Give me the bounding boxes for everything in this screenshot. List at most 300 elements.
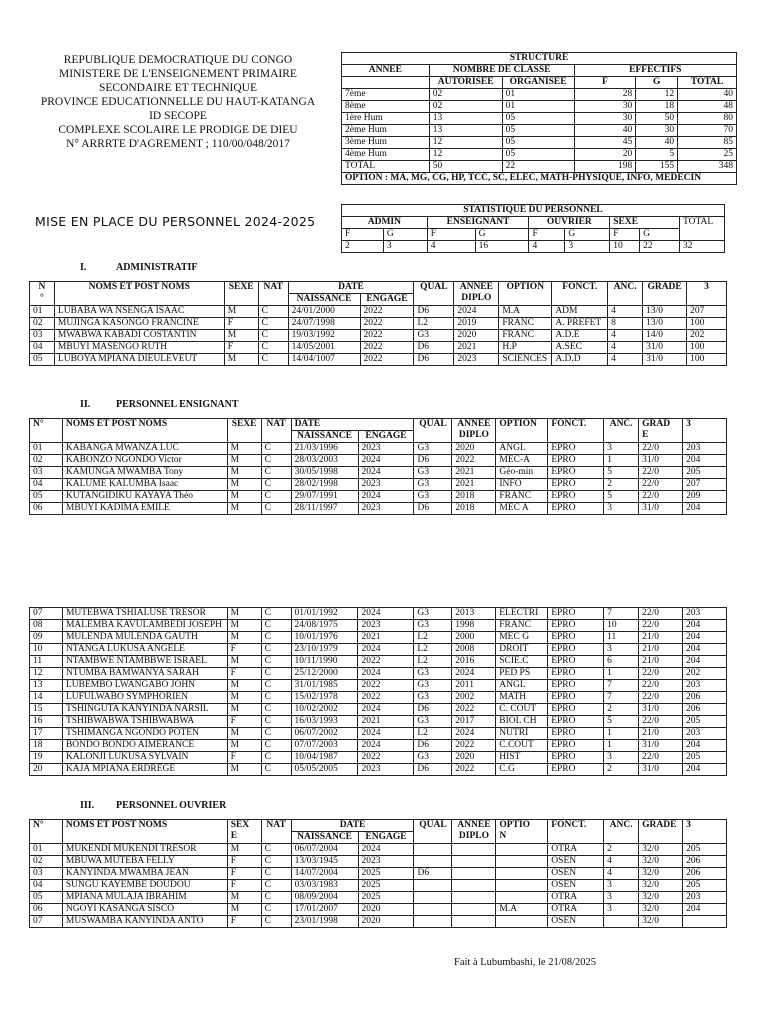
table-cell: M (227, 620, 261, 632)
table-cell: 08/09/2004 (291, 892, 358, 904)
table-cell: PED PS (496, 668, 548, 680)
table-cell: C (258, 342, 288, 354)
table-cell: 40 (678, 89, 737, 101)
table-cell: 31/0 (639, 740, 683, 752)
table-cell: 22/0 (639, 443, 683, 455)
table-cell: F (227, 880, 261, 892)
table-cell: 3 (604, 880, 639, 892)
table-cell: C (261, 620, 291, 632)
stat-enseignant: ENSEIGNANT (427, 217, 529, 229)
table-cell: 2022 (452, 740, 496, 752)
table-cell: 2022 (452, 455, 496, 467)
table-cell: 2022 (360, 342, 414, 354)
table-cell: 22/0 (639, 608, 683, 620)
table-cell: 4 (608, 306, 643, 318)
table-cell: F (227, 916, 261, 928)
table-cell: C (261, 608, 291, 620)
table-cell: 02 (429, 89, 502, 101)
table-cell: 207 (687, 306, 727, 318)
table-cell: OTRA (548, 904, 604, 916)
table-cell: 50 (636, 113, 678, 125)
table-cell: L2 (414, 656, 452, 668)
table-cell: C (261, 728, 291, 740)
table-cell: C (261, 904, 291, 916)
table-cell: EPRO (548, 443, 604, 455)
structure-table (341, 52, 737, 185)
table-cell: M (227, 503, 261, 515)
col-engage: ENGAGE (358, 431, 414, 443)
stat-g: G (565, 229, 610, 241)
table-cell: 2025 (358, 880, 414, 892)
table-cell: MUKENDI MUKENDI TRESOR (62, 844, 227, 856)
table-cell: C (261, 892, 291, 904)
table-cell: 7 (604, 608, 639, 620)
table-row (30, 632, 727, 644)
table-cell: MUTEBWA TSHIALUSE TRESOR (62, 608, 227, 620)
col-annee: ANNEE (342, 65, 430, 77)
table-cell: 2021 (452, 467, 496, 479)
table-cell: OTRA (548, 844, 604, 856)
table-cell (496, 868, 548, 880)
statistique-table (341, 204, 725, 253)
table-row (30, 752, 727, 764)
table-cell: TSHIBWABWA TSHIBWABWA (62, 716, 227, 728)
table-row (30, 656, 727, 668)
table-cell: M (227, 892, 261, 904)
col-engage: ENGAGE (358, 832, 414, 844)
table-cell: 100 (687, 318, 727, 330)
table-cell: M (227, 740, 261, 752)
table-cell: M (227, 728, 261, 740)
table-cell: EPRO (548, 455, 604, 467)
table-cell: 31/0 (639, 503, 683, 515)
table-cell: 18 (30, 740, 63, 752)
table-cell: 2017 (452, 716, 496, 728)
table-cell (683, 916, 727, 928)
table-row (30, 844, 727, 856)
table-cell: M (227, 467, 261, 479)
table-cell: OSEN (548, 880, 604, 892)
table-cell: C (261, 632, 291, 644)
table-cell: G3 (414, 608, 452, 620)
table-cell: 31/0 (643, 342, 687, 354)
table-cell: 23/10/1979 (291, 644, 358, 656)
table-cell: 20 (574, 149, 636, 161)
table-cell: 4 (608, 330, 643, 342)
table-cell: 2 (604, 704, 639, 716)
col-naissance: NAISSANCE (288, 294, 360, 306)
table-cell: 2024 (452, 728, 496, 740)
table-cell: M (227, 479, 261, 491)
table-cell (452, 892, 496, 904)
table-cell: A.SEC (552, 342, 608, 354)
table-cell: 2021 (454, 342, 499, 354)
table-row (30, 342, 727, 354)
table-cell: 07 (30, 916, 63, 928)
table-cell: 03 (30, 868, 63, 880)
col-n: N° (30, 820, 63, 844)
table-cell: 2 (604, 764, 639, 776)
table-cell: 24/07/1998 (288, 318, 360, 330)
table-cell: 29/07/1991 (291, 491, 358, 503)
col-nat: NAT (261, 820, 291, 844)
table-cell: 28/03/2003 (291, 455, 358, 467)
table-cell: C (261, 491, 291, 503)
table-cell: 3 (604, 644, 639, 656)
section-number: II. (80, 399, 91, 410)
col-noms: NOMS ET POST NOMS (54, 282, 224, 306)
table-cell: 22/0 (639, 467, 683, 479)
table-cell: 2022 (358, 692, 414, 704)
table-cell: G3 (414, 716, 452, 728)
table-cell: M.A (499, 306, 552, 318)
col-g: G (636, 77, 678, 89)
table-cell: 32/0 (639, 880, 683, 892)
table-cell: 2024 (358, 608, 414, 620)
table-cell: ANGL (496, 680, 548, 692)
table-cell: KALUME KALUMBA Isaac (62, 479, 227, 491)
table-cell: 21/0 (639, 632, 683, 644)
table-cell (496, 844, 548, 856)
table-cell: C (261, 680, 291, 692)
table-cell: G3 (414, 479, 452, 491)
table-cell: 205 (682, 716, 726, 728)
col-option: OPTION (496, 419, 548, 443)
table-cell: 2022 (360, 354, 414, 366)
table-cell: 1 (604, 668, 639, 680)
table-cell: EPRO (548, 503, 604, 515)
table-cell: 21/0 (639, 644, 683, 656)
table-cell: 2024 (358, 844, 414, 856)
table-cell: MEC G (496, 632, 548, 644)
enseignant-table (29, 418, 727, 515)
col-n: N° (30, 419, 63, 443)
table-cell: 85 (678, 137, 737, 149)
table-cell: 31/01/1985 (291, 680, 358, 692)
table-cell: G3 (414, 752, 452, 764)
table-cell: 203 (683, 443, 727, 455)
table-row (30, 644, 727, 656)
table-cell: 19/03/1992 (288, 330, 360, 342)
table-cell: FRANC (499, 330, 552, 342)
table-cell: MBUWA MUTEBA FELLY (62, 856, 227, 868)
header-line: SECONDAIRE ET TECHNIQUE (98, 82, 257, 94)
table-cell (414, 904, 452, 916)
table-cell: 10 (604, 620, 639, 632)
table-cell: 03 (30, 467, 63, 479)
table-cell: 100 (687, 354, 727, 366)
header-line: ID SECOPE (149, 110, 207, 122)
stat-sexe: SEXE (610, 217, 680, 229)
section-label: PERSONNEL ENSIGNANT (116, 399, 239, 410)
table-cell: C (261, 752, 291, 764)
table-cell: 2018 (452, 503, 496, 515)
table-cell: DROIT (496, 644, 548, 656)
table-cell: 1 (604, 740, 639, 752)
section-administratif (80, 262, 198, 273)
table-cell: L2 (414, 318, 454, 330)
col-grade: GRADE (639, 820, 683, 844)
table-cell: TSHINGUTA KANYINDA NARSIL (62, 704, 227, 716)
table-cell: 2002 (452, 692, 496, 704)
table-cell: M (227, 443, 261, 455)
table-cell: NTUMBA BAMWANYA SARAH (62, 668, 227, 680)
table-cell (496, 892, 548, 904)
table-cell: 3 (604, 503, 639, 515)
col-f: F (574, 77, 636, 89)
table-cell: 07/07/2003 (291, 740, 358, 752)
col-sexe: SEX E (227, 820, 261, 844)
table-cell: 204 (682, 764, 726, 776)
table-cell: 2020 (454, 330, 499, 342)
col-nat: NAT (261, 419, 291, 443)
table-cell: 22/0 (639, 491, 683, 503)
table-cell: 13 (429, 113, 502, 125)
table-cell: MULENDA MULENDA GAUTH (62, 632, 227, 644)
table-cell: EPRO (548, 668, 604, 680)
col-engage: ENGAGE (360, 294, 414, 306)
table-cell: EPRO (548, 764, 604, 776)
table-cell: 45 (574, 137, 636, 149)
table-cell: 06 (30, 503, 63, 515)
table-cell: 203 (682, 728, 726, 740)
stat-f: F (610, 229, 640, 241)
table-cell: 03 (30, 330, 55, 342)
table-cell: 17 (30, 728, 63, 740)
table-cell: 2020 (452, 752, 496, 764)
table-cell: 198 (574, 161, 636, 173)
table-cell: 8 (608, 318, 643, 330)
table-cell: G3 (414, 620, 452, 632)
table-row (30, 880, 727, 892)
table-cell: 1 (604, 728, 639, 740)
table-cell: 2022 (360, 330, 414, 342)
table-cell: 204 (682, 656, 726, 668)
table-cell: 203 (682, 680, 726, 692)
col-date: DATE (291, 820, 414, 832)
table-cell: 10 (30, 644, 63, 656)
table-row (30, 668, 727, 680)
col-qual: QUAL (414, 820, 452, 844)
table-row (30, 620, 727, 632)
stat-value: 2 (342, 241, 384, 253)
table-cell: 22/0 (639, 479, 683, 491)
table-cell: M (224, 354, 258, 366)
table-cell: M (227, 704, 261, 716)
table-cell: 204 (682, 620, 726, 632)
table-cell: 31/0 (639, 455, 683, 467)
table-row (342, 125, 737, 137)
table-cell: FRANC (496, 620, 548, 632)
school-header (28, 53, 328, 151)
table-row (30, 491, 727, 503)
table-cell: NUTRI (496, 728, 548, 740)
table-cell: 7ème (342, 89, 430, 101)
table-cell (414, 844, 452, 856)
col-autorisee: AUTORISEE (429, 77, 502, 89)
table-row (30, 716, 727, 728)
table-cell: 2023 (358, 764, 414, 776)
stat-f: F (342, 229, 384, 241)
table-cell: MALEMBA KAVULAMBEDI JOSEPH (62, 620, 227, 632)
table-cell: EPRO (548, 692, 604, 704)
table-cell: M.A (496, 904, 548, 916)
table-cell: 206 (683, 868, 727, 880)
table-cell: MBUYI KADIMA EMILE (62, 503, 227, 515)
table-cell: 32/0 (639, 904, 683, 916)
table-cell: EPRO (548, 644, 604, 656)
table-cell (414, 856, 452, 868)
table-cell: ANGL (496, 443, 548, 455)
table-cell: KALONJI LUKUSA SYLVAIN (62, 752, 227, 764)
table-cell: 1998 (452, 620, 496, 632)
table-cell: 204 (683, 503, 727, 515)
table-cell: 2022 (358, 680, 414, 692)
table-cell: C (261, 868, 291, 880)
table-cell: L2 (414, 644, 452, 656)
table-cell: A. PREFET (552, 318, 608, 330)
table-cell: 10/01/1976 (291, 632, 358, 644)
table-row (30, 704, 727, 716)
table-cell: C (261, 764, 291, 776)
table-cell: 7 (604, 692, 639, 704)
table-cell: C. COUT (496, 704, 548, 716)
table-cell: 32/0 (639, 844, 683, 856)
table-cell: G3 (414, 668, 452, 680)
table-cell: 203 (683, 892, 727, 904)
table-cell: 2025 (358, 868, 414, 880)
table-cell: 2024 (358, 644, 414, 656)
table-cell: MUSWAMBA KANYINDA ANTO (62, 916, 227, 928)
table-cell: 01 (502, 89, 574, 101)
table-cell: C (261, 856, 291, 868)
table-cell: EPRO (548, 620, 604, 632)
table-cell: 21/0 (639, 656, 683, 668)
table-cell: 4 (608, 354, 643, 366)
table-cell: OSEN (548, 868, 604, 880)
table-cell: BIOL CH (496, 716, 548, 728)
table-cell (414, 892, 452, 904)
table-cell: C.G (496, 764, 548, 776)
table-row (30, 764, 727, 776)
table-cell: 2021 (452, 479, 496, 491)
table-cell (452, 880, 496, 892)
table-cell: 6 (604, 656, 639, 668)
table-cell: 28 (574, 89, 636, 101)
col-nombre-classe: NOMBRE DE CLASSE (429, 65, 574, 77)
table-cell: 19 (30, 752, 63, 764)
stat-value: 16 (475, 241, 529, 253)
table-cell: 2011 (452, 680, 496, 692)
table-cell: 206 (682, 704, 726, 716)
table-cell: 04 (30, 342, 55, 354)
table-cell: KABONZO NGONDO Victor (62, 455, 227, 467)
table-cell: 04 (30, 880, 63, 892)
table-cell: 06/07/2002 (291, 728, 358, 740)
table-cell: 05 (30, 892, 63, 904)
table-cell: 3 (604, 752, 639, 764)
col-date: DATE (288, 282, 414, 294)
table-cell: 11 (30, 656, 63, 668)
table-cell: G3 (414, 680, 452, 692)
table-cell: F (227, 752, 261, 764)
col-anc: ANC. (608, 282, 643, 306)
table-cell: C.COUT (496, 740, 548, 752)
table-cell: 2000 (452, 632, 496, 644)
table-cell: F (224, 318, 258, 330)
table-cell: 2018 (452, 491, 496, 503)
table-cell: 4 (604, 856, 639, 868)
page-title: MISE EN PLACE DU PERSONNEL 2024-2025 (35, 214, 316, 229)
stat-f: F (529, 229, 565, 241)
table-cell: C (258, 318, 288, 330)
table-cell: C (261, 443, 291, 455)
table-row (30, 318, 727, 330)
table-cell: 204 (683, 455, 727, 467)
stat-f: F (427, 229, 475, 241)
stat-title: STATISTIQUE DU PERSONNEL (342, 205, 725, 217)
table-cell (452, 856, 496, 868)
table-cell (604, 916, 639, 928)
table-cell: 4 (604, 868, 639, 880)
table-cell: M (227, 692, 261, 704)
table-cell: EPRO (548, 632, 604, 644)
col-sexe: SEXE (224, 282, 258, 306)
stat-value: 10 (610, 241, 640, 253)
table-cell: 04 (30, 479, 63, 491)
table-cell: 13/03/1945 (291, 856, 358, 868)
stat-ouvrier: OUVRIER (529, 217, 610, 229)
section-label: PERSONNEL OUVRIER (116, 800, 227, 811)
table-cell: 205 (683, 467, 727, 479)
table-cell: 2024 (452, 668, 496, 680)
table-cell: 14 (30, 692, 63, 704)
table-cell: 21/03/1996 (291, 443, 358, 455)
table-cell: 205 (683, 880, 727, 892)
table-cell: 3ème Hum (342, 137, 430, 149)
table-cell: 22/0 (639, 680, 683, 692)
table-cell: 05 (502, 137, 574, 149)
table-cell: G3 (414, 443, 452, 455)
col-option: OPTIO N (496, 820, 548, 844)
table-cell: 2023 (358, 620, 414, 632)
table-cell: M (227, 844, 261, 856)
table-cell: EPRO (548, 608, 604, 620)
table-cell: SCIE.C (496, 656, 548, 668)
table-cell: 3 (604, 892, 639, 904)
table-cell: 2022 (358, 656, 414, 668)
table-cell: 16/03/1993 (291, 716, 358, 728)
table-cell: F (227, 868, 261, 880)
stat-value: 3 (565, 241, 610, 253)
table-cell: 206 (683, 856, 727, 868)
table-cell: C (261, 740, 291, 752)
table-cell: 14/0 (643, 330, 687, 342)
table-cell: 07 (30, 608, 63, 620)
table-cell: 03/03/1983 (291, 880, 358, 892)
stat-g: G (475, 229, 529, 241)
table-row (30, 856, 727, 868)
table-cell: 2019 (454, 318, 499, 330)
table-cell: 16 (30, 716, 63, 728)
table-cell: 12 (636, 89, 678, 101)
table-cell: 21/0 (639, 728, 683, 740)
table-cell: C (261, 455, 291, 467)
table-cell: 204 (682, 644, 726, 656)
table-cell: 204 (683, 904, 727, 916)
table-cell: D6 (414, 342, 454, 354)
table-row (342, 113, 737, 125)
